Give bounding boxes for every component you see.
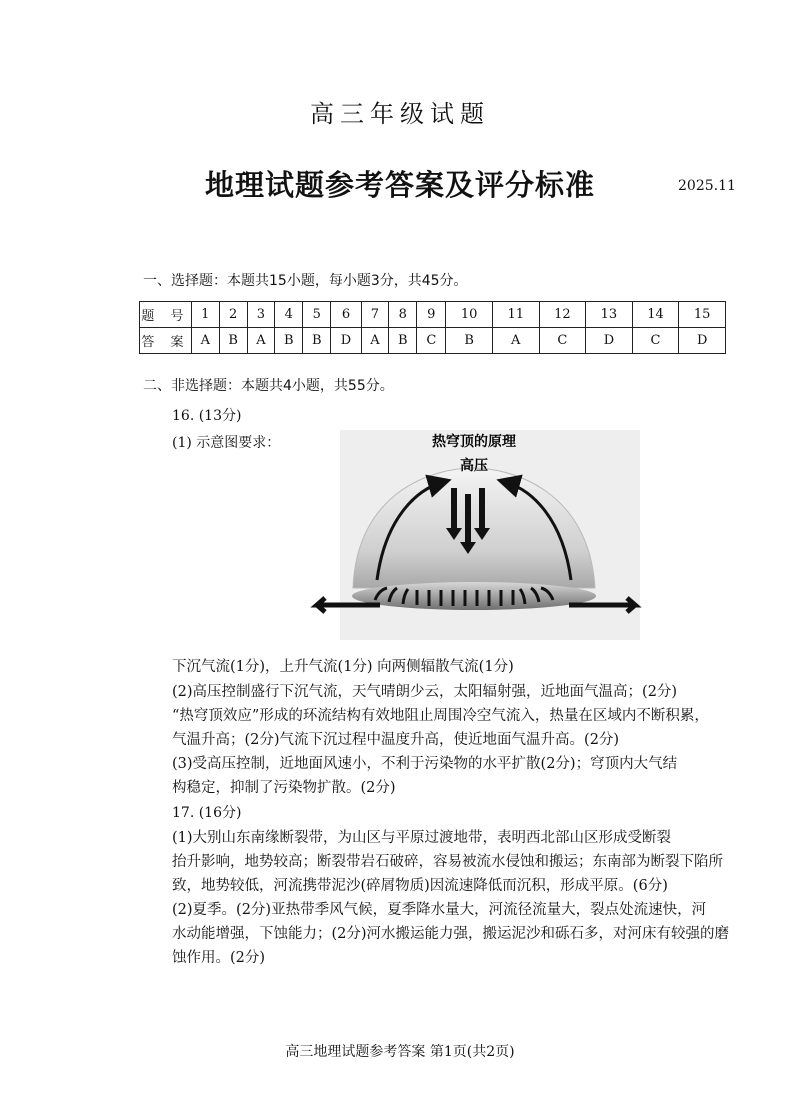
answer-line: (1)大别山东南缘断裂带，为山区与平原过渡地带，表明西北部山区形成受断裂 xyxy=(172,830,672,846)
question-17-part1-answer xyxy=(172,826,727,898)
diagram-title: 热穹顶的原理 xyxy=(432,434,516,450)
section2-heading: 二、非选择题：本题共4小题，共55分。 xyxy=(143,378,394,394)
heat-dome-diagram xyxy=(305,430,650,645)
answer-line: (3)受高压控制，近地面风速小，不利于污染物的水平扩散(2分)；穹顶内大气结 xyxy=(172,756,678,772)
table-cell-number: 2 xyxy=(219,302,247,328)
answer-line: “热穹顶效应”形成的环流结构有效地阻止周围冷空气流入，热量在区域内不断积累， xyxy=(172,708,709,724)
table-cell-number: 12 xyxy=(539,302,586,328)
section1-heading: 一、选择题：本题共15小题，每小题3分，共45分。 xyxy=(143,273,468,289)
question-16-part2-answer xyxy=(172,680,727,752)
table-cell-answer: B xyxy=(303,328,331,354)
table-cell-number: 7 xyxy=(361,302,389,328)
page-footer: 高三地理试题参考答案 第1页(共2页) xyxy=(285,1044,515,1060)
table-cell-answer: C xyxy=(539,328,586,354)
question-16-heading: 16. (13分) xyxy=(172,408,242,424)
question-17-part2-answer xyxy=(172,898,730,970)
table-cell-answer: A xyxy=(361,328,389,354)
table-cell-number: 4 xyxy=(275,302,303,328)
answer-line: (2)夏季。(2分)亚热带季风气候，夏季降水量大，河流径流量大，裂点处流速快，河 xyxy=(172,902,707,918)
table-cell-answer: D xyxy=(331,328,361,354)
table-cell-number: 1 xyxy=(192,302,220,328)
high-pressure-label: 高压 xyxy=(460,458,488,474)
question-17-heading: 17. (16分) xyxy=(172,805,242,821)
dome-base xyxy=(352,582,596,610)
row-label-number: 题 号 xyxy=(140,302,192,328)
table-cell-number: 10 xyxy=(446,302,493,328)
table-cell-number: 11 xyxy=(492,302,539,328)
table-cell-number: 13 xyxy=(586,302,633,328)
table-cell-answer: D xyxy=(586,328,633,354)
question-16-part3-answer xyxy=(172,752,727,800)
table-cell-answer: B xyxy=(389,328,417,354)
answer-line: 气温升高；(2分)气流下沉过程中温度升高，使近地面气温升高。(2分) xyxy=(172,732,620,748)
document-title: 地理试题参考答案及评分标准 xyxy=(204,168,595,202)
row-label-answer: 答 案 xyxy=(140,328,192,354)
table-cell-number: 14 xyxy=(632,302,679,328)
table-cell-answer: C xyxy=(417,328,446,354)
table-cell-number: 6 xyxy=(331,302,361,328)
question-16-part1-label: (1) 示意图要求： xyxy=(172,435,281,451)
answer-line: 致，地势较低，河流携带泥沙(碎屑物质)因流速降低而沉积，形成平原。(6分) xyxy=(172,878,668,894)
table-cell-answer: B xyxy=(275,328,303,354)
table-cell-number: 8 xyxy=(389,302,417,328)
answer-line: 构稳定，抑制了污染物扩散。(2分) xyxy=(172,780,396,796)
question-16-part1-answer: 下沉气流(1分)，上升气流(1分) 向两侧辐散气流(1分) xyxy=(172,659,514,675)
table-cell-number: 3 xyxy=(247,302,275,328)
answer-table xyxy=(139,301,726,354)
table-cell-answer: A xyxy=(247,328,275,354)
table-cell-answer: C xyxy=(632,328,679,354)
answer-line: 水动能增强，下蚀能力；(2分)河水搬运能力强，搬运泥沙和砾石多，对河床有较强的磨 xyxy=(172,926,730,942)
answer-line: 蚀作用。(2分) xyxy=(172,950,266,966)
answer-line: (2)高压控制盛行下沉气流，天气晴朗少云，太阳辐射强，近地面气温高；(2分) xyxy=(172,684,678,700)
table-cell-answer: A xyxy=(492,328,539,354)
table-cell-number: 15 xyxy=(679,302,726,328)
table-row-answers xyxy=(140,328,726,354)
table-cell-answer: B xyxy=(219,328,247,354)
table-cell-answer: A xyxy=(192,328,220,354)
table-cell-answer: D xyxy=(679,328,726,354)
document-date: 2025.11 xyxy=(678,178,736,194)
exam-level-title: 高三年级试题 xyxy=(310,100,490,128)
table-cell-number: 5 xyxy=(303,302,331,328)
table-cell-answer: B xyxy=(446,328,493,354)
table-row-numbers xyxy=(140,302,726,328)
table-cell-number: 9 xyxy=(417,302,446,328)
answer-line: 抬升影响，地势较高；断裂带岩石破碎，容易被流水侵蚀和搬运；东南部为断裂下陷所 xyxy=(172,854,723,870)
